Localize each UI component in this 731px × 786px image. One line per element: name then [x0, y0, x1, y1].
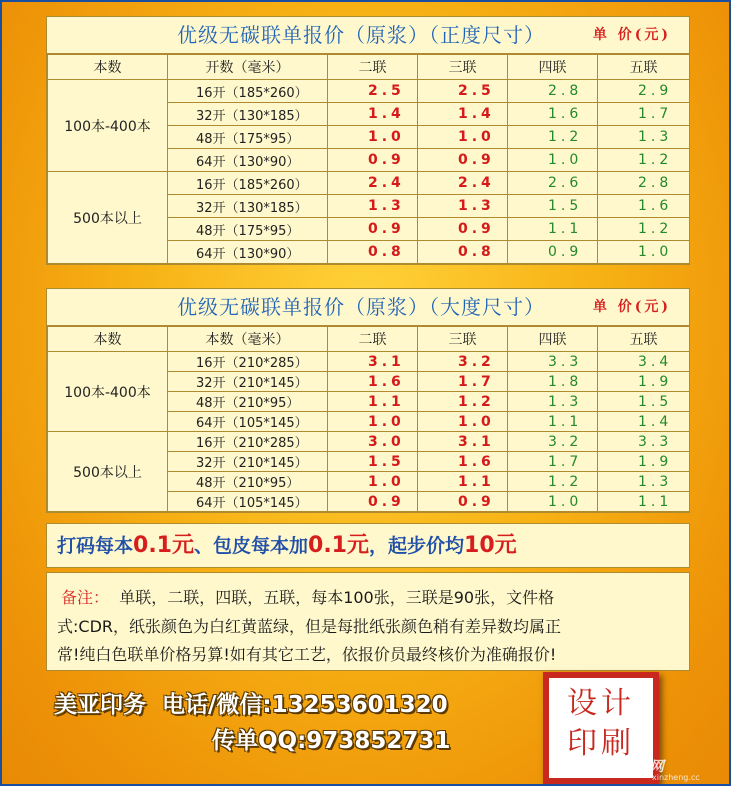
price-2-part: 3.1	[328, 352, 418, 372]
paper-size-cell: 48开（210*95）	[168, 472, 328, 492]
stamp-line-1: 设计	[567, 686, 635, 721]
price-3-part: 0.8	[418, 241, 508, 264]
price-4-part: 3.3	[508, 352, 598, 372]
price-2-part: 1.1	[328, 392, 418, 412]
price-4-part: 2.8	[508, 80, 598, 103]
price-2-part: 1.6	[328, 372, 418, 392]
price-5-part: 1.7	[598, 103, 690, 126]
quantity-group-label: 100本-400本	[48, 80, 168, 172]
price-2-part: 1.5	[328, 452, 418, 472]
column-header: 本数	[48, 327, 168, 352]
price-4-part: 1.0	[508, 492, 598, 512]
price-4-part: 1.2	[508, 472, 598, 492]
price-5-part: 1.2	[598, 149, 690, 172]
price-3-part: 1.0	[418, 126, 508, 149]
column-header: 三联	[418, 327, 508, 352]
price-4-part: 1.1	[508, 218, 598, 241]
column-header: 二联	[328, 327, 418, 352]
extra-fees-banner	[46, 523, 690, 568]
table-title-bar	[47, 17, 689, 54]
banner-price-1: 0.1元	[133, 533, 194, 558]
price-4-part: 1.7	[508, 452, 598, 472]
price-3-part: 2.5	[418, 80, 508, 103]
price-5-part: 2.8	[598, 172, 690, 195]
price-5-part: 1.6	[598, 195, 690, 218]
price-3-part: 1.2	[418, 392, 508, 412]
price-2-part: 1.0	[328, 412, 418, 432]
price-5-part: 3.4	[598, 352, 690, 372]
price-3-part: 0.9	[418, 149, 508, 172]
banner-text-2: 、包皮每本加	[194, 535, 309, 557]
remarks-box	[46, 572, 690, 671]
price-4-part: 1.1	[508, 412, 598, 432]
table-title-bar	[47, 289, 689, 326]
price-4-part: 0.9	[508, 241, 598, 264]
paper-size-cell: 64开（105*145）	[168, 492, 328, 512]
price-2-part: 2.5	[328, 80, 418, 103]
price-4-part: 1.3	[508, 392, 598, 412]
price-4-part: 2.6	[508, 172, 598, 195]
price-3-part: 1.3	[418, 195, 508, 218]
qq-number: 传单QQ:973852731	[212, 728, 451, 754]
unit-label: 单 价(元)	[592, 299, 671, 315]
price-5-part: 3.3	[598, 432, 690, 452]
price-3-part: 3.1	[418, 432, 508, 452]
column-header: 本数	[48, 55, 168, 80]
price-3-part: 0.9	[418, 492, 508, 512]
remarks-text: 单联，二联，四联，五联，每本100张，三联是90张，文件格	[119, 588, 555, 607]
price-table-standard-size	[46, 16, 690, 265]
price-5-part: 1.9	[598, 372, 690, 392]
price-2-part: 0.9	[328, 218, 418, 241]
company-name: 美亚印务	[54, 692, 146, 718]
remarks-line-3: 常!纯白色联单价格另算!如有其它工艺，依报价员最终核价为准确报价!	[57, 645, 557, 664]
price-grid	[47, 54, 690, 264]
column-header: 五联	[598, 327, 690, 352]
price-5-part: 1.1	[598, 492, 690, 512]
column-header: 三联	[418, 55, 508, 80]
price-3-part: 1.4	[418, 103, 508, 126]
column-header: 四联	[508, 55, 598, 80]
price-2-part: 1.4	[328, 103, 418, 126]
price-5-part: 1.3	[598, 472, 690, 492]
paper-size-cell: 32开（130*185）	[168, 103, 328, 126]
price-2-part: 1.3	[328, 195, 418, 218]
paper-size-cell: 64开（105*145）	[168, 412, 328, 432]
paper-size-cell: 48开（210*95）	[168, 392, 328, 412]
paper-size-cell: 32开（210*145）	[168, 452, 328, 472]
price-5-part: 1.2	[598, 218, 690, 241]
price-4-part: 3.2	[508, 432, 598, 452]
quantity-group-label: 100本-400本	[48, 352, 168, 432]
footer-contact-line	[54, 686, 448, 719]
remarks-line-1	[61, 585, 554, 608]
price-3-part: 3.2	[418, 352, 508, 372]
price-5-part: 1.0	[598, 241, 690, 264]
column-header: 开数（毫米）	[168, 55, 328, 80]
column-header: 本数（毫米）	[168, 327, 328, 352]
price-3-part: 1.0	[418, 412, 508, 432]
price-5-part: 1.5	[598, 392, 690, 412]
price-5-part: 1.3	[598, 126, 690, 149]
phone-number: 电话/微信:13253601320	[162, 692, 448, 718]
price-3-part: 0.9	[418, 218, 508, 241]
remarks-line-2: 式:CDR，纸张颜色为白红黄蓝绿，但是每批纸张颜色稍有差异数均属正	[57, 617, 562, 636]
price-4-part: 1.5	[508, 195, 598, 218]
price-2-part: 0.9	[328, 149, 418, 172]
paper-size-cell: 48开（175*95）	[168, 218, 328, 241]
unit-label: 单 价(元)	[592, 27, 671, 43]
paper-size-cell: 64开（130*90）	[168, 149, 328, 172]
quantity-group-label: 500本以上	[48, 172, 168, 264]
price-4-part: 1.6	[508, 103, 598, 126]
banner-text-3: ，起步价均	[369, 535, 465, 557]
paper-size-cell: 16开（210*285）	[168, 432, 328, 452]
price-4-part: 1.2	[508, 126, 598, 149]
price-3-part: 1.1	[418, 472, 508, 492]
price-table-large-size	[46, 288, 690, 513]
table-row	[48, 172, 690, 195]
watermark-url: xinzheng.cc	[652, 773, 700, 782]
quantity-group-label: 500本以上	[48, 432, 168, 512]
price-2-part: 2.4	[328, 172, 418, 195]
table-row	[48, 80, 690, 103]
table-row	[48, 352, 690, 372]
watermark-logo: 新郑网	[622, 759, 664, 775]
paper-size-cell: 32开（210*145）	[168, 372, 328, 392]
header-row	[48, 327, 690, 352]
paper-size-cell: 16开（210*285）	[168, 352, 328, 372]
paper-size-cell: 32开（130*185）	[168, 195, 328, 218]
banner-price-2: 0.1元	[308, 533, 369, 558]
remarks-label: 备注：	[61, 588, 110, 607]
price-5-part: 1.9	[598, 452, 690, 472]
price-5-part: 2.9	[598, 80, 690, 103]
table-title: 优级无碳联单报价（原浆）（大度尺寸）	[177, 295, 545, 319]
paper-size-cell: 64开（130*90）	[168, 241, 328, 264]
price-2-part: 0.9	[328, 492, 418, 512]
price-3-part: 1.7	[418, 372, 508, 392]
price-2-part: 1.0	[328, 472, 418, 492]
price-2-part: 0.8	[328, 241, 418, 264]
table-title: 优级无碳联单报价（原浆）（正度尺寸）	[177, 23, 545, 47]
price-2-part: 1.0	[328, 126, 418, 149]
banner-text-1: 打码每本	[57, 535, 134, 557]
price-4-part: 1.8	[508, 372, 598, 392]
column-header: 二联	[328, 55, 418, 80]
table-row	[48, 432, 690, 452]
banner-price-3: 10元	[464, 533, 517, 558]
price-grid	[47, 326, 690, 512]
header-row	[48, 55, 690, 80]
price-3-part: 1.6	[418, 452, 508, 472]
price-3-part: 2.4	[418, 172, 508, 195]
paper-size-cell: 16开（185*260）	[168, 80, 328, 103]
column-header: 四联	[508, 327, 598, 352]
paper-size-cell: 48开（175*95）	[168, 126, 328, 149]
price-4-part: 1.0	[508, 149, 598, 172]
price-2-part: 3.0	[328, 432, 418, 452]
column-header: 五联	[598, 55, 690, 80]
price-5-part: 1.4	[598, 412, 690, 432]
paper-size-cell: 16开（185*260）	[168, 172, 328, 195]
stamp-line-2: 印刷	[567, 726, 635, 761]
